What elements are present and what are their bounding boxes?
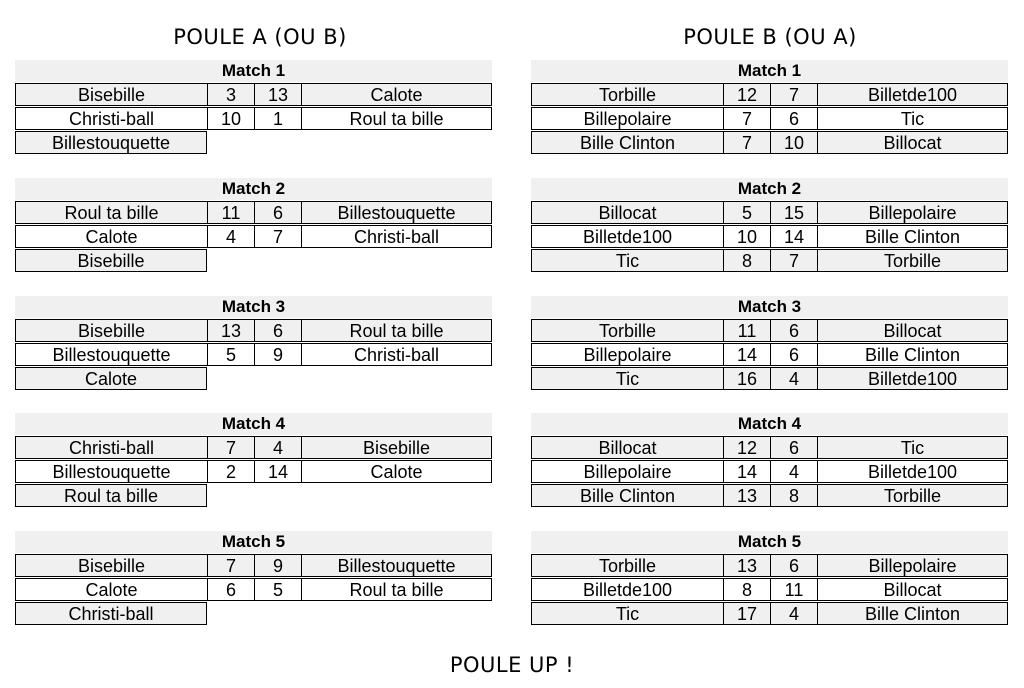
- away-team: Bille Clinton: [864, 604, 961, 624]
- away-score: 6: [771, 437, 818, 458]
- match-block: [531, 531, 1008, 629]
- home-team: Bisebille: [16, 84, 208, 105]
- game-row: [531, 484, 1008, 507]
- home-team: Roul ta bille: [16, 202, 208, 223]
- home-score: 12: [724, 84, 771, 105]
- home-score: 5: [724, 202, 771, 223]
- away-team: Billetde100: [867, 369, 958, 389]
- game-row: [531, 131, 1008, 154]
- away-score: 9: [255, 555, 302, 576]
- match-block: [15, 531, 492, 629]
- home-team: Billepolaire: [532, 108, 724, 129]
- away-score: 4: [255, 437, 302, 458]
- away-team: Billepolaire: [868, 556, 957, 576]
- away-team: Torbille: [883, 486, 942, 506]
- away-score: 9: [255, 344, 302, 365]
- bye-row: [15, 484, 207, 507]
- away-team: Roul ta bille: [349, 109, 444, 129]
- match-title: Match 3: [15, 296, 492, 318]
- away-team: Billetde100: [867, 85, 958, 105]
- game-row: [531, 107, 1008, 130]
- home-team: Billepolaire: [532, 461, 724, 482]
- home-score: 4: [208, 226, 255, 247]
- away-team: Calote: [370, 85, 423, 105]
- away-team: Christi-ball: [353, 345, 440, 365]
- match-block: [15, 60, 492, 158]
- home-score: 13: [208, 320, 255, 341]
- away-team: Billocat: [883, 580, 942, 600]
- home-team: Billestouquette: [16, 344, 208, 365]
- home-team: Torbille: [532, 320, 724, 341]
- away-team: Bisebille: [362, 438, 431, 458]
- away-score: 6: [771, 320, 818, 341]
- match-title: Match 5: [15, 531, 492, 553]
- match-title: Match 3: [531, 296, 1008, 318]
- home-team: Christi-ball: [16, 437, 208, 458]
- home-score: 2: [208, 461, 255, 482]
- bye-team: Calote: [84, 369, 138, 389]
- home-score: 11: [724, 320, 771, 341]
- away-score: 14: [255, 461, 302, 482]
- match-block: [531, 178, 1008, 276]
- home-team: Bille Clinton: [532, 485, 724, 506]
- away-team: Bille Clinton: [864, 345, 961, 365]
- match-block: [15, 413, 492, 511]
- away-team: Billestouquette: [337, 203, 456, 223]
- home-team: Torbille: [532, 84, 724, 105]
- home-team: Billepolaire: [532, 344, 724, 365]
- away-score: 6: [771, 108, 818, 129]
- away-team: Billestouquette: [337, 556, 456, 576]
- home-score: 7: [724, 108, 771, 129]
- game-row: [15, 225, 492, 248]
- away-score: 6: [255, 202, 302, 223]
- away-score: 11: [771, 579, 818, 600]
- game-row: [531, 225, 1008, 248]
- game-row: [531, 83, 1008, 106]
- home-team: Billocat: [532, 202, 724, 223]
- bye-team: Bisebille: [77, 251, 145, 271]
- game-row: [531, 602, 1008, 625]
- game-row: [531, 319, 1008, 342]
- game-row: [531, 578, 1008, 601]
- game-row: [531, 554, 1008, 577]
- away-team: Billocat: [883, 321, 942, 341]
- match-block: [15, 178, 492, 276]
- home-score: 7: [724, 132, 771, 153]
- home-team: Tic: [532, 250, 724, 271]
- game-row: [15, 343, 492, 366]
- away-score: 6: [255, 320, 302, 341]
- away-score: 4: [771, 461, 818, 482]
- game-row: [531, 343, 1008, 366]
- home-team: Tic: [532, 603, 724, 624]
- footer-caption: POULE UP !: [449, 653, 575, 677]
- match-title: Match 5: [531, 531, 1008, 553]
- game-row: [15, 201, 492, 224]
- away-score: 6: [771, 555, 818, 576]
- home-score: 7: [208, 437, 255, 458]
- home-score: 14: [724, 461, 771, 482]
- match-title: Match 4: [15, 413, 492, 435]
- away-team: Torbille: [883, 251, 942, 271]
- home-team: Billestouquette: [16, 461, 208, 482]
- home-team: Torbille: [532, 555, 724, 576]
- game-row: [15, 83, 492, 106]
- match-title: Match 4: [531, 413, 1008, 435]
- bye-row: [15, 367, 207, 390]
- away-score: 6: [771, 344, 818, 365]
- away-team: Billepolaire: [868, 203, 957, 223]
- away-team: Roul ta bille: [349, 321, 444, 341]
- game-row: [15, 319, 492, 342]
- home-score: 17: [724, 603, 771, 624]
- game-row: [531, 367, 1008, 390]
- game-row: [531, 249, 1008, 272]
- bye-team: Christi-ball: [68, 604, 154, 624]
- home-team: Tic: [532, 368, 724, 389]
- game-row: [531, 436, 1008, 459]
- away-score: 13: [255, 84, 302, 105]
- home-team: Calote: [16, 226, 208, 247]
- match-block: [531, 413, 1008, 511]
- away-score: 8: [771, 485, 818, 506]
- home-score: 12: [724, 437, 771, 458]
- home-score: 3: [208, 84, 255, 105]
- home-team: Billocat: [532, 437, 724, 458]
- match-block: [15, 296, 492, 394]
- game-row: [15, 578, 492, 601]
- game-row: [15, 436, 492, 459]
- home-score: 13: [724, 555, 771, 576]
- home-team: Billetde100: [532, 226, 724, 247]
- game-row: [15, 554, 492, 577]
- away-team: Roul ta bille: [349, 580, 444, 600]
- game-row: [15, 460, 492, 483]
- bye-team: Roul ta bille: [63, 486, 159, 506]
- home-score: 5: [208, 344, 255, 365]
- away-team: Bille Clinton: [864, 227, 961, 247]
- home-team: Bisebille: [16, 555, 208, 576]
- bye-team: Billestouquette: [51, 133, 171, 153]
- home-score: 11: [208, 202, 255, 223]
- home-score: 8: [724, 250, 771, 271]
- away-score: 10: [771, 132, 818, 153]
- game-row: [15, 107, 492, 130]
- away-team: Calote: [370, 462, 423, 482]
- away-score: 14: [771, 226, 818, 247]
- home-team: Billetde100: [532, 579, 724, 600]
- away-score: 15: [771, 202, 818, 223]
- home-score: 10: [208, 108, 255, 129]
- away-score: 4: [771, 368, 818, 389]
- home-team: Bille Clinton: [532, 132, 724, 153]
- away-score: 7: [255, 226, 302, 247]
- home-team: Christi-ball: [16, 108, 208, 129]
- bye-row: [15, 131, 207, 154]
- away-team: Christi-ball: [353, 227, 440, 247]
- home-score: 16: [724, 368, 771, 389]
- home-team: Bisebille: [16, 320, 208, 341]
- away-score: 1: [255, 108, 302, 129]
- match-title: Match 1: [15, 60, 492, 82]
- away-team: Tic: [900, 109, 925, 129]
- pool-b-title: POULE B (OU A): [683, 25, 857, 49]
- match-title: Match 1: [531, 60, 1008, 82]
- game-row: [531, 460, 1008, 483]
- match-title: Match 2: [15, 178, 492, 200]
- away-team: Tic: [900, 438, 925, 458]
- match-block: [531, 296, 1008, 394]
- bye-row: [15, 602, 207, 625]
- home-score: 14: [724, 344, 771, 365]
- bye-row: [15, 249, 207, 272]
- away-team: Billocat: [883, 133, 942, 153]
- home-score: 6: [208, 579, 255, 600]
- away-team: Billetde100: [867, 462, 958, 482]
- away-score: 4: [771, 603, 818, 624]
- home-score: 10: [724, 226, 771, 247]
- away-score: 7: [771, 84, 818, 105]
- home-score: 13: [724, 485, 771, 506]
- match-block: [531, 60, 1008, 158]
- away-score: 7: [771, 250, 818, 271]
- home-score: 7: [208, 555, 255, 576]
- game-row: [531, 201, 1008, 224]
- away-score: 5: [255, 579, 302, 600]
- home-score: 8: [724, 579, 771, 600]
- home-team: Calote: [16, 579, 208, 600]
- match-title: Match 2: [531, 178, 1008, 200]
- pool-a-title: POULE A (OU B): [173, 25, 347, 49]
